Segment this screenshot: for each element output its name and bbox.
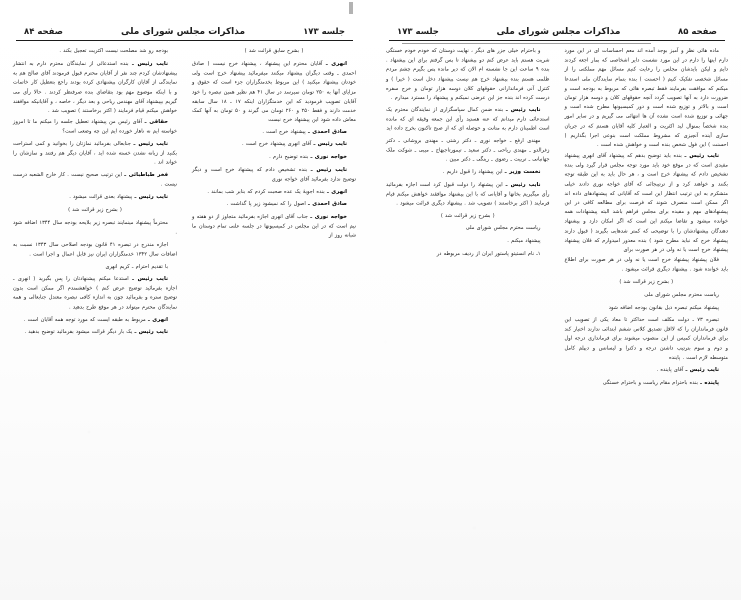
paragraph [192, 128, 356, 137]
paragraph-text: ریاست محترم مجلس شورای ملی [644, 292, 719, 299]
paragraph [13, 140, 177, 168]
paragraph [386, 237, 550, 246]
speaker-name: صادق احمدی ـ [307, 128, 347, 135]
paragraph-text: این پیشنهاد را قبول داریم . [442, 168, 503, 176]
paragraph-text: جنابعالی بفرمائید نمازتان را بخوانید و کمی استراحت بکنید از زبانه نشدن خسته شده اید ، آقایان دیگر هم رفتند و نمازشان را خواند اند . [13, 141, 177, 167]
paragraph [565, 291, 729, 300]
speaker-name: حقاقی ـ [144, 119, 168, 126]
page-left-title: مذاکرات مجلس شورای ملی [496, 27, 621, 37]
speaker-name: انهری ـ [325, 60, 347, 67]
paragraph [192, 213, 356, 241]
paragraph [386, 137, 550, 165]
paragraph [192, 188, 356, 197]
column-left-outer [383, 47, 553, 599]
page-left-session-label: جلسه ۱۷۳ [397, 27, 439, 37]
paragraph-text: آقای رئیس من پیشنهاد تعطیل جلسه را میکنم ما تا امروز خواسته ایم نه ناهار خورده ایم این چه وضعی است؟ [13, 119, 177, 135]
paragraph [13, 206, 177, 215]
page-right-page-label: صفحه ۸۴ [24, 27, 63, 37]
paragraph-text: مهندی ارفع ـ خواجه نوری ـ دکتر رشتی ـ مهندی بروشانی ـ دکتر زغرالدو ـ مهندی ریاحی ـ دکتر سعید ـ تیمورتاجبهاج ـ میبی ـ شوکت ملک جهانبانی ـ تربیت ـ رضوی ـ رینگی ـ دکتر مبین . [386, 137, 550, 163]
paragraph-text: ( بشرح زیر قرائت شد ) [68, 207, 122, 214]
paragraph [13, 241, 177, 260]
paragraph [565, 379, 729, 388]
paragraph [565, 278, 729, 287]
paragraph-text: بنده باید توضیح بدهم که پیشنهاد آقای انهری پیشنهاد مفیدی است که در موقع خود باید مورد توجه مجلس قرار گیرد ولی بنده تشخیص دادم که پیشنهاد خرج است و ، هر حال باید به این طبقه توجه بکنند و خواهند کرد و از ترتیبجائی که آقای خواجه نوری دادند خیلی متشکرم به این ترتیب انتظار این است که آقایانی که پیشنهادهای داده اند اگر ممکن است منصرف شوند که فرصت برای مطالعه کافی در این پیشنهادهای مهم و مفیده برای مجلس فراهم باشد البته پیشنهادات همه خوانده میشود و تقاضا میکنم این است که اگر امکان دارد و پیشنهاد دهندگان پیشنهادشان را با توضیحی که کمتر شدهایی بگیرند ( قبول دارند پیشنهاد خرج که نباید مطرح شود ) بنده معذور امیدوارم که فلان پیشنهاد پیشنهاد خرج است یا نه ولی در هر صورت برای [564, 152, 728, 253]
paragraph-text: بنده تشخیص دادم که پیشنهاد خرج است و دیگر توضیح ندارد بفرمائید آقای خواجه نوری [192, 166, 356, 183]
page-right-session-label: جلسه ۱۷۳ [303, 27, 345, 37]
speaker-name: نایب رئیس ـ [134, 194, 168, 201]
paragraph [192, 166, 356, 185]
paragraph-text: ریاست محترم مجلس شورای ملی [465, 225, 541, 232]
paragraph [565, 316, 729, 363]
speaker-name: نایب رئیس ـ [132, 276, 168, 283]
page-left-page-label: صفحه ۸۵ [678, 27, 717, 37]
speaker-name: خواجه نوری ـ [310, 214, 347, 221]
paragraph [386, 250, 550, 259]
paragraph [565, 47, 729, 150]
paragraph [192, 153, 356, 162]
paragraph [192, 47, 356, 56]
paragraph [386, 212, 550, 221]
paragraph-text: ( بشرح زیر قرائت شد ) [440, 212, 495, 219]
paragraph-text: پیشنهاد میکنم تبصره ذیل بقانون بودجه اضافه شود [608, 304, 719, 311]
speaker-name: نایب رئیس ـ [684, 152, 719, 159]
paragraph-text: فلان پیشنهاد پیشنهاد خرج است یا نه ولی در هر صورت برای اطلاع باید خوانده شود . پیشنهاد دیگری قرائت میشود . [564, 257, 728, 273]
paragraph [386, 181, 550, 209]
paragraph [192, 200, 356, 209]
paragraph [565, 256, 729, 275]
paragraph [13, 275, 177, 313]
paragraph-text: اجازه مندرج در تبصره ۴۱ قانون بودجه اصلاحی سال ۱۳۴۳ نسبت به اضافات سال ۱۳۴۲ خدمتگزاران ایران نیز قابل اعمال و اجرا است . [13, 241, 177, 258]
speaker-name: نایب رئیس ـ [134, 329, 168, 336]
paragraph-text: تبصره ۷۳ ـ دولت مکلف است حداکثر تا معاد یکی از تصویب این قانون فرمانداران را که لااقل تصدیق کلاس ششم ابتدائی ندارند اختیار کند برای فرمانداران کمیس از این منصوب میشوند برای فرمانداری درجه اول و دوم و سوم بترتیب داشتن درجه و دکترا و لیسانس و دیپلم کامل متوسطه لازم است . پاینده [564, 317, 728, 362]
speaker-name: نایب رئیس ـ [313, 141, 347, 148]
paragraph [13, 60, 177, 116]
speaker-name: نایب رئیس ـ [133, 141, 168, 148]
paragraph [192, 140, 356, 149]
paragraph-text: آقای پاینده . [656, 367, 684, 374]
paragraph-text: پیشنهاد خرج است . [262, 128, 306, 135]
paragraph [13, 118, 177, 137]
speaker-name: نایب رئیس ـ [310, 166, 347, 173]
page-left-header [383, 18, 731, 38]
paragraph [192, 60, 356, 126]
paragraph-text: بنده استدعائی از نمایندگان محترم دارم به انتشار پیشنهادشان کردم چند نفر از آقایان محترم قبول فرمودند آقای صالح هم به نمایندگی از آقایان کارگران پیشنهادی کرده بودند راجع بتعطیل کار خاتمات و با اینکه موضوع مهم بود بتقاضای بنده صرفنظر کردند . حالا رأی می گیریم بپیشنهاد آقای مهندس ریاحی و بعد دیگر ، خاصه ، و آقایانیکه موافقند خواهش میکنم قیام فرمایند ( اکثر برخاستند ) تصویب شد . [13, 60, 177, 114]
paragraph [386, 224, 550, 233]
paragraph-text: با تقدیم احترام ـ کریم انهری [105, 263, 168, 270]
paragraph [13, 219, 177, 238]
paragraph [386, 168, 550, 177]
paragraph [386, 47, 550, 103]
paragraph-text: محترماً پیشنهاد مینمایند تبصره زیر بلایحه بودجه سال ۱۳۴۴ اضافه شود . [13, 219, 177, 236]
page-right-header [10, 18, 359, 38]
speaker-name: نایب رئیس ـ [685, 367, 719, 374]
paragraph-text: ماده هائی نظر و آمیز بوجد آمده اند معم احساسات ای در این مورد دارم اینها را دارم در این مورد نشست دایر اشخاصی که بمار اجعه کردند دایم و لیکن بایدشان مجلس را رعایت کنیم مسائل مهم مملکتی را از مسائل شخصی تفکیک کنیم ( احسنت ) بنده بتمام نمایندگان ملی استدعا میکنم که موافقت بفرمایند فقط تبصره هائی که مربوط به بودجه است و ضرورت دارد به آنها تصویب گردد آنچه حقوقهای کلان و دوسه هزار تومان است و بالاتر و توزیع شده است و دور کمیسیونها مطرح شده است و جهائی و توزیع شده است نشده آن ها انتهائی می گیریم و در سایر امور بنده شخصاً بمنوال لید اکثریت و العتبار کلیه آقایان هستم که در جریان سازی آینده آنچیزی که مشروط مملکت است بنوعی اجرا بگذاریم ( احسنت ) این فول شخص بنده است و خواهش شده است . [564, 48, 728, 149]
page-right-columns [10, 47, 359, 599]
paragraph-text: بنده ضمن کمال سپاسگزاری از نمایندگان محترم یک استدعائی دارم میدانم که عنه هستید رأی این جمعه وقیقه ای که مانده است اطمینان دارم به متانت و حوصله ای که از صبح تاکنون بخرج داده اید [386, 106, 550, 132]
paragraph-text: بنده توضیح دارم . [269, 154, 309, 161]
speaker-name: فخر طباطبائی ـ [124, 172, 168, 179]
paragraph-text: اصول را که نمیشود زیر پا گذاشت . [226, 201, 306, 208]
paragraph-text: جناب آقای انهری اجازه بفرمائید متجاوز از دو هفته و نیم است که در این مجلس در کمیسیونها در جلسه علنی تمام دوستان ما شبانه روز از [192, 214, 356, 239]
speaker-name: پاینده ـ [700, 379, 719, 386]
paragraph [565, 304, 729, 313]
paragraph [13, 193, 177, 202]
page-right-title: مذاکرات مجلس شورای ملی [121, 27, 246, 37]
paragraph-text: آقایان محترم این پیشنهاد ، پیشنهاد خرج نیست ( صادق احمدی ـ وقتی دیگران پیشنهاد میکنند میفرمائید پیشنهاد خرج است ولی خودتان پیشنهاد میکنید ) این مربوط بخدمتگزاران جزء است که حقوق و مزایای آنها به ۲۵۰ تومان نمیرسد در سال ۴۱ هم نظیر همین تبصره را خود آقایان تصویب فرمودید که این خدمتگزاران اینکه ۱۷ ـ ۱۸ سال سابقه خدمت دارند و فقط ۲۵۰ و ۲۶۰ تومان می گیرند و ۵۰ تومان به آنها کمک معاش داده شود این پیشنهاد خرج نیست [192, 60, 357, 124]
speaker-name: نایب رئیس ـ [505, 181, 541, 188]
speaker-name: انهری ـ [326, 188, 347, 195]
paragraph [386, 106, 550, 134]
paragraph-text: استدعا میکنم پیشنهادتان را پس بگیرید ( انهری ـ اجازه بفرمائید توضیح عرض کنم ) خواهشمندم اگر ممکن است بدون توضیح ستره و بفرمائید چون به اندازه کافی تبصره معتدل جنابعالی و همه نمایندگان محترم میتواند در هر موقع طرح بدهید . [13, 276, 177, 311]
paragraph [13, 316, 177, 325]
paragraph-text: ( بشرح زیر قرائت شد ) [619, 279, 674, 286]
page-left [371, 0, 741, 600]
page-right-header-rule [16, 40, 353, 41]
speaker-name: نایب رئیس ـ [132, 60, 168, 67]
speaker-name: خواجه نوری ـ [310, 154, 347, 161]
speaker-name: نایب رئیس ـ [505, 106, 541, 113]
paragraph [13, 171, 177, 190]
paragraph [13, 328, 177, 337]
paragraph-text: ۱ـ نام انستیتو پاستور ایران از ردیف مربوطه در [436, 250, 541, 257]
paragraph-text: مربوط به طبقه ایست که مورد توجه همه آقایان است . [23, 316, 146, 323]
speaker-name: انهری ـ [147, 316, 168, 323]
paragraph-text: یک بار دیگر قرائت میشود بفرمائید توضیح بدهید . [24, 329, 133, 336]
column-left-inner [562, 47, 732, 599]
paragraph-text: پیشنهاد بعدی قرائت میشود . [69, 194, 133, 201]
page-left-header-rule [389, 40, 725, 41]
paragraph-text: بودجه رو شد مصلحت نیست اکثریت تعجیل بکند . [59, 48, 168, 55]
paragraph-text: ( بشرح سابق قرائت شد ) [244, 48, 304, 55]
paragraph [13, 263, 177, 272]
paragraph-text: این پیشنهاد را دولت قبول کرد است اجازه بفرمائید رأی میگیریم بخانها و آقایانی که با این پیشنهاد موافقند خواهش میکنم قیام فرمایند ( اکثر برخاستند ) تصویب شد . پیشنهاد دیگری قرائت میشود . [386, 181, 550, 207]
paragraph-text: بنده اجویهٔ یک عده صحبت کردم که بنابر شب بمانند . [207, 188, 325, 195]
page-left-columns [383, 47, 731, 599]
paragraph-text: آقای انهری پیشنهاد خرج است . [242, 141, 312, 148]
paragraph [565, 366, 729, 375]
speaker-name: صادق احمدی ـ [307, 201, 347, 208]
paragraph [565, 152, 729, 255]
paragraph [13, 47, 177, 56]
speaker-name: نخست وزیر ـ [504, 168, 541, 176]
column-right-outer [10, 47, 180, 599]
paragraph-text: و باحترام خیلی جزر های دیگر ، نهایت دوستان که خودم خودم خستگی شریت هستم باید عرض کنم دو پیشنهاد تا پس گرفتم برای این پیشنهاد . بنده ۹ ساعت این جا نشسته ام الان که دیر مانده پس بگیرم چشم مردم ظلمی هستم بنده پیشنهاد خرج هم نیست پیشنهاد دخل است ( خیرا ) و کنترل آنی فرماندارانی حقوقهای کلان دوسه هزار تومان و خرج سفره درست کرده اند بنده جز این عرضی نمیکنم و پیشنهاد را مسترد میدارم . [386, 48, 550, 102]
paragraph-text: پیشنهاد میکنم . [507, 238, 541, 245]
paragraph-text: این ترتیب صحیح نیست . کار خارج الشعبه درست نیست . [13, 172, 177, 188]
paragraph-text: بنده باحترام مقام ریاست و باحترام خستگی [602, 379, 698, 386]
column-right-inner [189, 47, 359, 599]
